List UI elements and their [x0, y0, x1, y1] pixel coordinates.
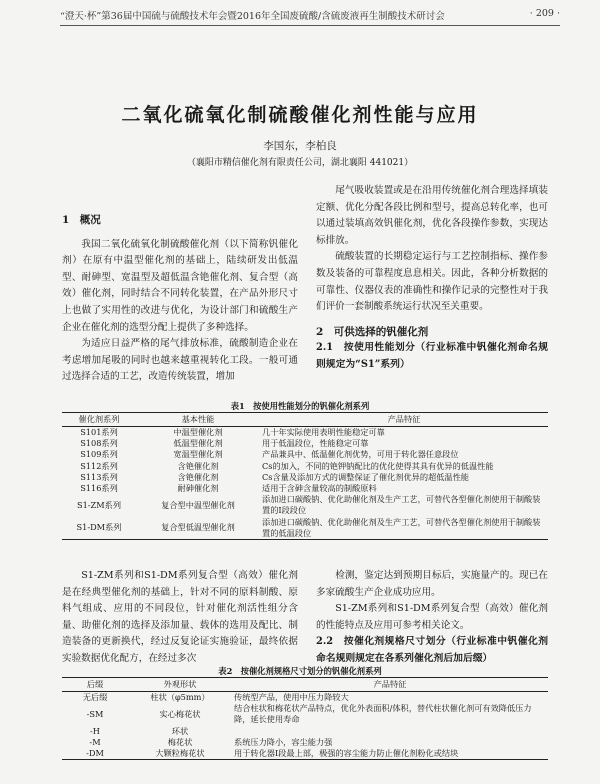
- table-1: [62, 412, 548, 540]
- table-cell: S112系列: [80, 460, 118, 471]
- table-header-cell: 催化剂系列: [62, 413, 136, 427]
- right-column-top: [316, 183, 548, 374]
- affiliation: （襄阳市精信催化剂有限责任公司，湖北襄阳 441021）: [186, 158, 414, 168]
- table-row: [62, 517, 548, 540]
- table-cell: S108系列: [80, 438, 118, 449]
- table-cell: 宽温型催化剂: [173, 449, 223, 460]
- table-cell: 复合型中温型催化剂: [161, 499, 235, 510]
- paragraph: S1-ZM系列和S1-DM系列复合型（高效）催化剂是在经典型催化剂的基础上，针对不同的原料制酸、原料气组成、应用的不同段位，针对催化剂活性组分含量、助催化剂的选择及添加量、载体的选用及配比、制造装备的更新换代，经过反复论证实施验证，最终依据实验数据优化配方，在经过多次: [62, 570, 298, 664]
- table-header-cell: 基本性能: [136, 413, 260, 427]
- paper-title: 二氧化硫氧化制硫酸催化剂性能与应用: [121, 104, 479, 126]
- table-cell: 传统型产品，使用中压力降较大: [234, 692, 349, 702]
- table-row: [62, 483, 548, 494]
- table-header-cell: 产品特征: [232, 678, 548, 692]
- paragraph: 硫酸装置的长期稳定运行与工艺控制指标、操作参数及装备的可靠程度息息相关。因此，各种分析数据的可靠性、仪器仪表的准确性和操作记录的完整性对于我们评价一套制酸系统运行状况至关重要。: [316, 251, 548, 313]
- table-cell: [232, 726, 548, 737]
- table-row: [62, 726, 548, 737]
- paragraph: 检测，鉴定达到预期目标后，实施量产的。现已在多家硫酸生产企业成功应用。: [316, 570, 548, 598]
- table-header-row: [62, 413, 548, 427]
- table-cell: -M: [89, 736, 101, 747]
- right-column-bottom: [316, 568, 548, 668]
- section-2-1-heading: 2.1 按使用性能划分（行业标准中钒催化剂命名规则规定为“S1”系列）: [316, 342, 548, 370]
- table-cell: Cs含量及添加方式的调整保证了催化剂优异的超低温性能: [262, 471, 469, 482]
- table-cell: S101系列: [80, 427, 118, 437]
- table-cell: 结合柱状和梅花状产品特点，优化外表面积/体积，替代柱状催化剂可有效降低压力降，延长使用寿命: [234, 703, 532, 725]
- table-cell: 大颗粒梅花状: [128, 748, 232, 760]
- table-cell: 添加进口碳酸钠、优化助催化剂及生产工艺，可替代各型催化剂使用于制酸装置的低温段位: [260, 517, 548, 540]
- section-2-2-heading: 2.2 按催化剂规格尺寸划分（行业标准中钒催化剂命名规则规定在各系列催化剂后加后缀）: [316, 636, 548, 664]
- section-2-heading: 2 可供选择的钒催化剂: [316, 325, 429, 338]
- left-column-bottom: [62, 568, 298, 668]
- table-cell: -DM: [62, 748, 128, 760]
- left-column-top: [62, 212, 298, 386]
- table-cell: 耐砷催化剂: [177, 483, 219, 494]
- table-cell: 复合型低温型催化剂: [136, 517, 260, 540]
- table-row: [62, 461, 548, 472]
- table-header-row: [62, 678, 548, 692]
- page-number: · 209 ·: [529, 8, 560, 19]
- table-cell: 添加进口碳酸钠、优化助催化剂及生产工艺，可替代各型催化剂使用于制酸装置的Ⅰ段段位: [262, 494, 541, 516]
- table-cell: 产品兼具中、低温催化剂优势，可用于转化器任意段位: [262, 449, 459, 460]
- table-cell: 中温型催化剂: [173, 427, 223, 437]
- table-row: [62, 438, 548, 449]
- table-1-caption: 表1 按使用性能划分的钒催化剂系列: [230, 401, 370, 411]
- table-row: [62, 737, 548, 748]
- paragraph: 为适应日益严格的尾气排放标准，硫酸制造企业在考虑增加尾吸的同时也越来越重视转化工段。一般可通过选择合适的工艺，改造传统装置，增加: [62, 338, 298, 383]
- table-cell: S116系列: [80, 483, 118, 494]
- table-row: [62, 427, 548, 439]
- running-header-text: “澄天·杯”第36届中国硫与硫酸技术年会暨2016年全国废硫酸/含硫废液再生制酸技术研讨会: [60, 11, 445, 22]
- table-cell: 系统压力降小，容尘能力强: [234, 736, 333, 747]
- table-cell: 低温型催化剂: [173, 438, 223, 449]
- table-row: [62, 703, 548, 725]
- paragraph: S1-ZM系列和S1-DM系列复合型（高效）催化剂的性能特点及应用可参考相关论文。: [316, 603, 548, 631]
- authors: 李国东，李柏良: [263, 140, 337, 152]
- table-cell: 几十年实际使用表明性能稳定可靠: [262, 427, 385, 437]
- table-cell: 含铯催化剂: [177, 471, 219, 482]
- table-header-cell: 外观形状: [128, 678, 232, 692]
- table-cell: 用于低温段位，性能稳定可靠: [262, 438, 369, 449]
- table-cell: 用于转化器Ⅰ段最上部，极强的容尘能力防止催化剂粉化或结块: [232, 748, 548, 760]
- table-row: [62, 449, 548, 460]
- table-cell: -SM: [86, 708, 104, 719]
- table-cell: -H: [90, 725, 100, 736]
- table-cell: 梅花状: [167, 736, 193, 747]
- table-2-caption: 表2 按催化剂规格尺寸划分的钒催化剂系列: [218, 666, 382, 676]
- table-cell: S1-DM系列: [62, 517, 136, 540]
- table-header-cell: 产品特征: [260, 413, 548, 427]
- table-cell: 含铯催化剂: [177, 460, 219, 471]
- table-cell: 柱状（φ5mm）: [150, 692, 210, 702]
- section-1-heading: 1 概况: [62, 214, 101, 226]
- table-cell: S109系列: [80, 449, 118, 460]
- table-cell: 无后缀: [82, 692, 108, 702]
- table-row: [62, 472, 548, 483]
- table-cell: S113系列: [80, 471, 118, 482]
- table-cell: 环状: [171, 725, 189, 736]
- table-row: [62, 692, 548, 704]
- table-header-cell: 后缀: [62, 678, 128, 692]
- paragraph: 尾气吸收装置或是在沿用传统催化剂合理选择填装定额、优化分配各段比例和型号，提高总转化率，也可以通过装填高效钒催化剂，优化各段操作参数，实现达标排放。: [316, 185, 548, 246]
- table-row: [62, 748, 548, 760]
- table-cell: Cs的加入，不同的铯钾钠配比的优化使得其具有优异的低温性能: [262, 460, 494, 471]
- table-row: [62, 494, 548, 516]
- table-cell: S1-ZM系列: [76, 499, 122, 510]
- paragraph: 我国二氧化硫氧化制硫酸催化剂（以下简称钒催化剂）在原有中温型催化剂的基础上，陆续研发出低温型、耐砷型、宽温型及超低温含铯催化剂、复合型（高效）催化剂，同时结合不同转化装置，在产品外形尺寸上也做了实用性的改进与优化，为设计部门和硫酸生产企业在催化剂的选型分配上提供了多种选择。: [62, 238, 298, 333]
- table-cell: 适用于含砷含量较高的制酸原料: [262, 483, 377, 494]
- running-header: [60, 8, 560, 26]
- table-cell: 实心梅花状: [159, 708, 201, 719]
- table-2: [62, 677, 548, 760]
